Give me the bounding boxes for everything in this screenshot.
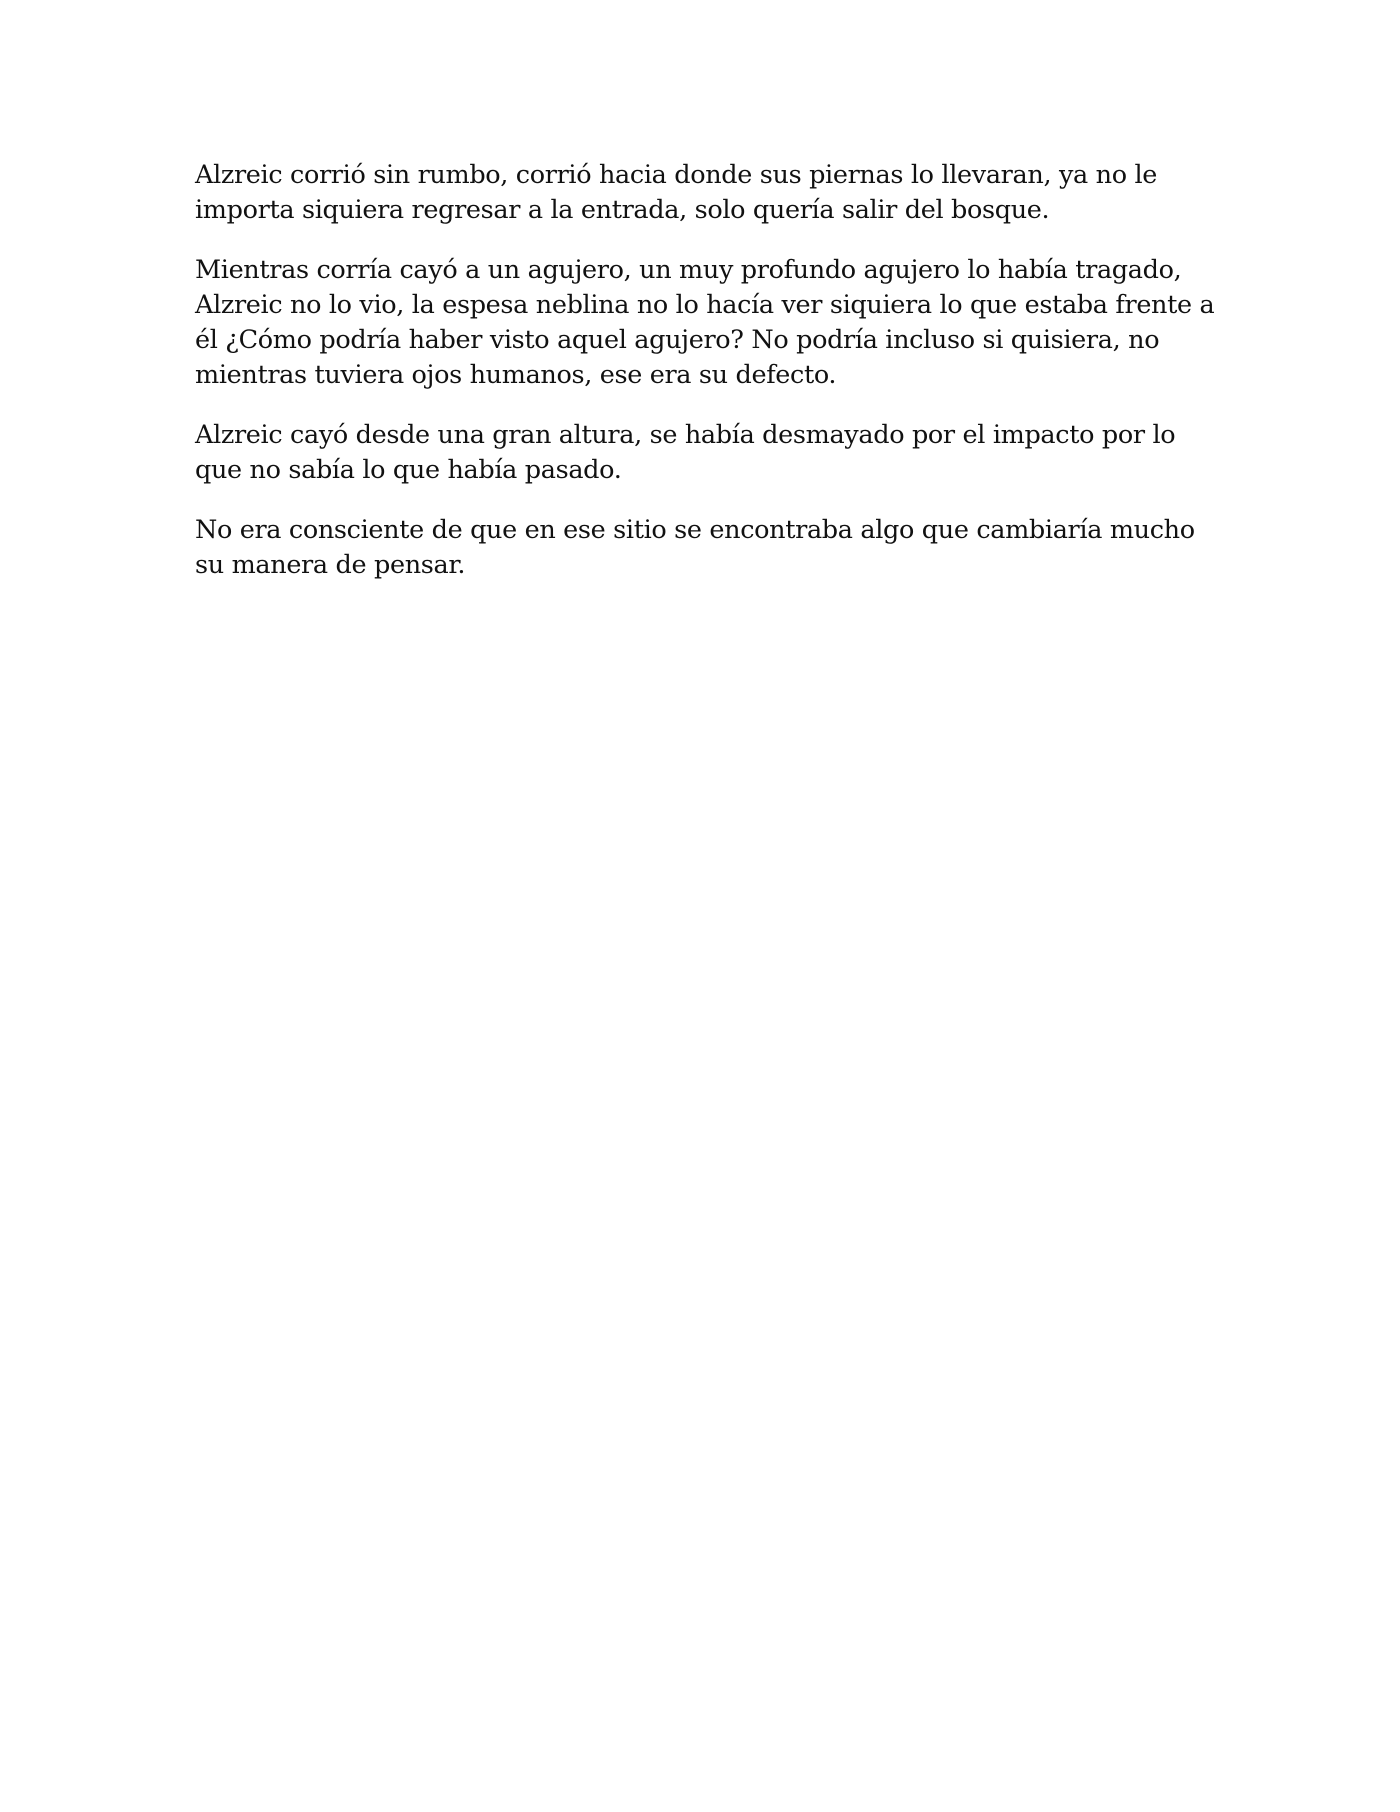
paragraph-4: No era consciente de que en ese sitio se encontraba algo que cambiaría mucho su manera de pensar. — [195, 515, 1195, 580]
document-body — [195, 158, 1215, 608]
paragraph-2: Mientras corría cayó a un agujero, un muy profundo agujero lo había tragado, Alzreic no lo vio, la espesa neblina no lo hacía ver siquiera lo que estaba frente a él ¿Cómo podría haber visto aquel agujero? No podría incluso si quisiera, no mientras tuviera ojos humanos, ese era su defecto. — [195, 255, 1215, 390]
paragraph-3: Alzreic cayó desde una gran altura, se había desmayado por el impacto por lo que no sabía lo que había pasado. — [195, 420, 1176, 485]
paragraph-1: Alzreic corrió sin rumbo, corrió hacia donde sus piernas lo llevaran, ya no le importa siquiera regresar a la entrada, solo quería salir del bosque. — [195, 160, 1157, 225]
